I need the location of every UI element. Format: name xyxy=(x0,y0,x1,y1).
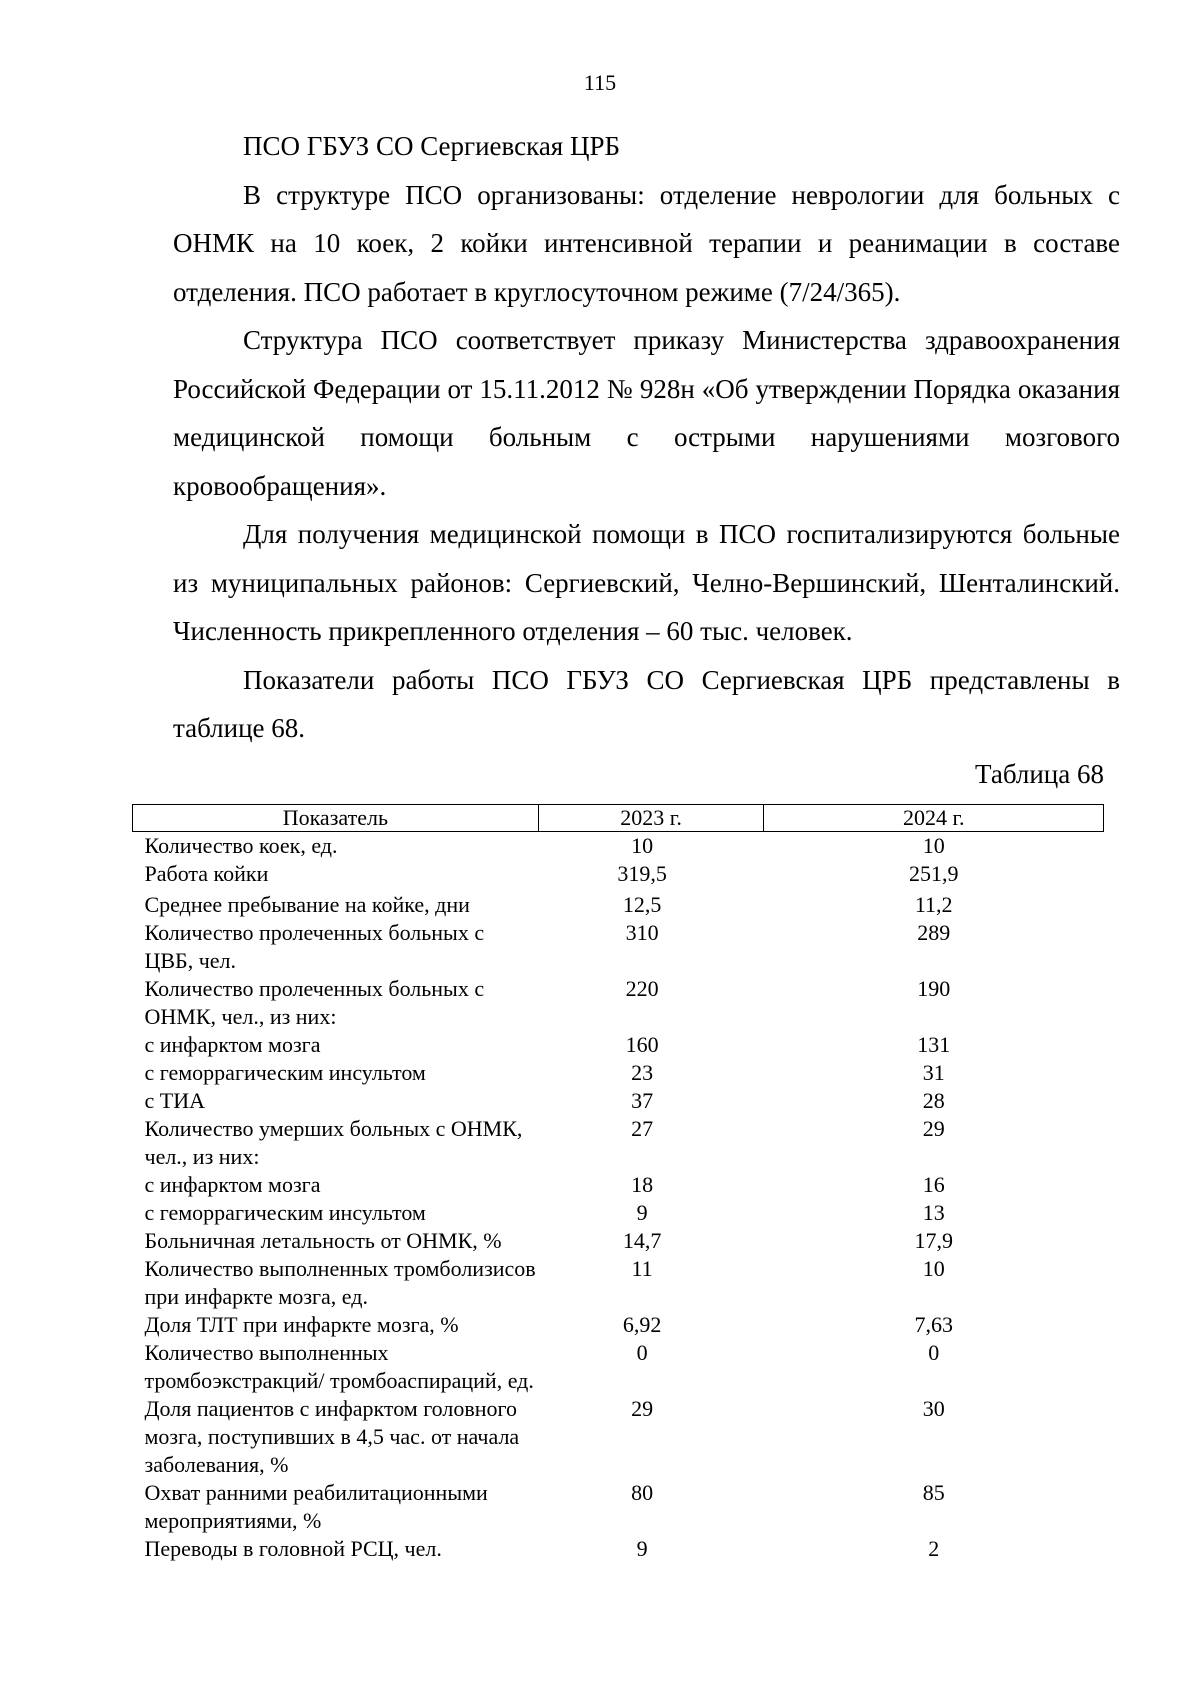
row-label: Количество выполненных тромбоэкстракций/ тромбоаспираций, ед. xyxy=(144,1340,534,1393)
row-label: Количество выполненных тромболизисов при инфаркте мозга, ед. xyxy=(144,1256,536,1309)
column-header-2024: 2024 г. xyxy=(764,805,1104,832)
value-2024: 251,9 xyxy=(908,861,959,886)
value-2024: 28 xyxy=(922,1088,945,1113)
value-2023: 160 xyxy=(625,1032,659,1057)
value-2023: 9 xyxy=(636,1200,648,1225)
table-row xyxy=(133,1087,1104,1115)
table-row xyxy=(133,1031,1104,1059)
value-2023: 18 xyxy=(631,1172,654,1197)
value-2024: 10 xyxy=(922,833,945,858)
paragraph: Для получения медицинской помощи в ПСО госпитализируются больные из муниципальных районов: Сергиевский, Челно-Вершинский, Шенталинский. Численность прикрепленного отделения – 60 тыс. человек. xyxy=(173,519,1120,646)
table-row xyxy=(133,919,1104,975)
value-2023: 319,5 xyxy=(617,861,667,886)
value-2023: 29 xyxy=(631,1396,654,1421)
value-2023: 12,5 xyxy=(622,892,662,917)
document-body xyxy=(173,122,1120,753)
value-2023: 27 xyxy=(631,1116,654,1141)
row-label: Охват ранними реабилитационными мероприятиями, % xyxy=(144,1480,488,1533)
value-2024: 16 xyxy=(922,1172,945,1197)
value-2023: 310 xyxy=(625,920,659,945)
value-2024: 17,9 xyxy=(914,1228,953,1253)
table-row xyxy=(133,1339,1104,1395)
value-2023: 23 xyxy=(631,1060,654,1085)
paragraph: Показатели работы ПСО ГБУЗ СО Сергиевская ЦРБ представлены в таблице 68. xyxy=(173,664,1120,743)
paragraph: Структура ПСО соответствует приказу Министерства здравоохранения Российской Федерации от 15.11.2012 № 928н «Об утверждении Порядка оказания медицинской помощи больным с острыми нарушениями мозгового кровообращения». xyxy=(173,325,1120,501)
row-label: Количество пролеченных больных с ОНМК, чел., из них: xyxy=(144,976,485,1029)
row-label: с инфарктом мозга xyxy=(144,1032,321,1057)
page-number: 115 xyxy=(583,70,617,95)
table-row xyxy=(133,1115,1104,1171)
row-label: с ТИА xyxy=(144,1088,205,1113)
value-2023: 11 xyxy=(631,1256,653,1281)
row-label: Количество пролеченных больных с ЦВБ, чел. xyxy=(144,920,485,973)
table-row xyxy=(133,1199,1104,1227)
value-2024: 131 xyxy=(917,1032,951,1057)
row-label: Переводы в головной РСЦ, чел. xyxy=(144,1536,442,1561)
table-row xyxy=(133,888,1104,919)
row-label: с геморрагическим инсультом xyxy=(144,1060,426,1085)
value-2024: 7,63 xyxy=(914,1312,953,1337)
table-row xyxy=(133,1171,1104,1199)
value-2023: 9 xyxy=(636,1536,648,1561)
indicators-table xyxy=(132,804,1104,1563)
value-2024: 10 xyxy=(922,1256,945,1281)
table-row xyxy=(133,860,1104,888)
table-row xyxy=(133,1535,1104,1563)
value-2023: 6,92 xyxy=(622,1312,662,1337)
value-2023: 37 xyxy=(631,1088,654,1113)
table-row xyxy=(133,1395,1104,1479)
value-2023: 10 xyxy=(631,833,654,858)
row-label: Количество коек, ед. xyxy=(144,833,338,858)
table-row xyxy=(133,1227,1104,1255)
value-2023: 14,7 xyxy=(622,1228,662,1253)
value-2023: 80 xyxy=(631,1480,654,1505)
row-label: с геморрагическим инсультом xyxy=(144,1200,426,1225)
paragraph: В структуре ПСО организованы: отделение неврологии для больных с ОНМК на 10 коек, 2 койки интенсивной терапии и реанимации в составе отделения. ПСО работает в круглосуточном режиме (7/24/365). xyxy=(173,179,1120,307)
table-body xyxy=(133,832,1104,1564)
value-2023: 0 xyxy=(636,1340,648,1365)
table-header-row xyxy=(133,805,1104,832)
value-2024: 2 xyxy=(928,1536,940,1561)
table-row xyxy=(133,1311,1104,1339)
value-2024: 190 xyxy=(917,976,951,1001)
table-row xyxy=(133,1479,1104,1535)
column-header-indicator: Показатель xyxy=(133,805,539,832)
section-title: ПСО ГБУЗ СО Сергиевская ЦРБ xyxy=(243,131,620,161)
row-label: Среднее пребывание на койке, дни xyxy=(144,892,470,917)
table-caption: Таблица 68 xyxy=(975,759,1104,789)
value-2024: 85 xyxy=(922,1480,945,1505)
table-row xyxy=(133,1255,1104,1311)
value-2024: 30 xyxy=(922,1396,945,1421)
row-label: с инфарктом мозга xyxy=(144,1172,321,1197)
value-2024: 11,2 xyxy=(914,892,953,917)
row-label: Количество умерших больных с ОНМК, чел., из них: xyxy=(144,1116,523,1169)
column-header-2023: 2023 г. xyxy=(538,805,764,832)
row-label: Доля ТЛТ при инфаркте мозга, % xyxy=(144,1312,459,1337)
row-label: Больничная летальность от ОНМК, % xyxy=(144,1228,502,1253)
value-2024: 31 xyxy=(922,1060,945,1085)
row-label: Работа койки xyxy=(144,861,269,886)
value-2024: 13 xyxy=(922,1200,945,1225)
value-2024: 0 xyxy=(928,1340,940,1365)
row-label: Доля пациентов с инфарктом головного мозга, поступивших в 4,5 час. от начала заболевания, % xyxy=(144,1396,520,1477)
table-row xyxy=(133,975,1104,1031)
table-row xyxy=(133,1059,1104,1087)
value-2023: 220 xyxy=(625,976,659,1001)
table-row xyxy=(133,832,1104,861)
value-2024: 29 xyxy=(922,1116,945,1141)
value-2024: 289 xyxy=(917,920,951,945)
